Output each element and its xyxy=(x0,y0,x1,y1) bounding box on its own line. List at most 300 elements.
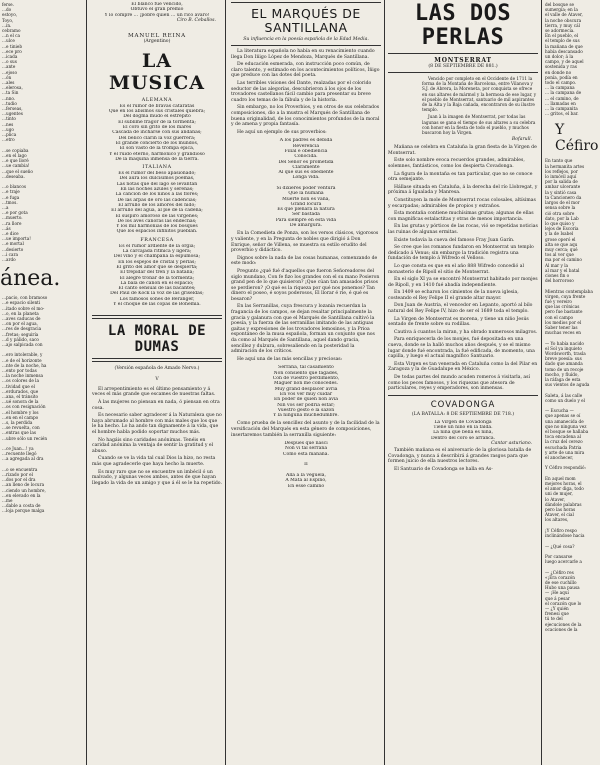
verse-line: La niña que bella es niña, xyxy=(433,430,493,436)
text-fragment: ...e de el horizonte xyxy=(2,357,42,363)
text-fragment: ...ugentes xyxy=(2,111,23,117)
verse-line: En las noches azules y serenas; xyxy=(120,187,194,193)
text-fragment: Saber tener las xyxy=(545,324,578,330)
text-fragment: ...tinto xyxy=(2,116,16,122)
covadonga-body xyxy=(388,448,538,472)
text-fragment: la y sintió casa xyxy=(545,189,577,195)
text-fragment: Ataver, el cial xyxy=(545,512,574,518)
text-fragment: mocho, y fluído, xyxy=(545,371,579,377)
left-heading: ánea. xyxy=(0,266,61,292)
section-rule xyxy=(388,72,538,73)
verse-line: Y el ruido eterno, harmónico y grandioso xyxy=(109,151,205,157)
verse-line: Á los padres es debida xyxy=(279,138,333,144)
verse-line: En esse camino xyxy=(287,483,325,489)
text-fragment: tos al ver que xyxy=(545,252,574,258)
text-fragment: ...se revuelta, con xyxy=(2,425,40,431)
paragraph: Juan à la imagen de Montserrat, por todas las lagunas se gana el tiempo de sus altares a su celebra con honor en la fiesta de todo el pueblo, y muchos buscaron hoy la Virgen. xyxy=(422,114,536,136)
text-fragment: en donde no xyxy=(545,69,572,75)
verse-line: El canto sensual de las bacantes; xyxy=(118,286,196,292)
paragraph: Se cree que los romanos fundaron en Montserrat un templo dedicado á Venus; sin embargo la tradición registra una fundación de templo á Wifredo el Velloso. xyxy=(388,245,534,262)
paragraph: En la Comedieta de Ponza, son los versos clásicos, vigorosos y valiente, y en la Pregunta de nobles que dirigió á Don Enrique, señor de Villena, se muestra su estilo erudito del proverbio y didáctico. xyxy=(231,231,379,254)
text-fragment: ...nno. xyxy=(2,95,16,101)
title-rule xyxy=(388,53,538,54)
article-title-moral: LA MORAL DE DUMAS xyxy=(107,323,207,356)
text-fragment: ciones fin o xyxy=(545,272,570,278)
text-fragment: ...ferseas, xyxy=(2,106,23,112)
text-fragment: ...aves caducas de xyxy=(2,315,41,321)
text-fragment: ...pacio, con bramoso xyxy=(2,295,48,301)
poem-section-verses xyxy=(92,244,222,308)
text-fragment: el bosque se hallaba xyxy=(545,429,589,435)
text-fragment: Y Céfiro respondió: xyxy=(545,465,586,471)
paragraph: También mañana es el aniversario de la gloriosa batalla de Covadonga, y nunca á describirá á grandes rasgos para que formen juicio de ella nuestros lectores. xyxy=(388,447,532,465)
section-rule xyxy=(388,395,538,396)
verse-line: De amargura. xyxy=(289,223,323,229)
paragraph: En 1409 se echaron los cimientos de la nueva iglesia, costeando el Rey Felipe II el grande altar mayor. xyxy=(388,290,519,301)
text-fragment: la ráfaga de esta xyxy=(545,377,581,382)
verse-line: El alegre tronar de la tormenta; xyxy=(119,275,195,281)
paragraph: La literatura española no había en su renacimiento cuando llega Don Iñigo López de Mendoza, Marqués de Santillana. xyxy=(231,49,375,60)
paragraph: Mañana se celebra en Cataluña la gran fiesta de la Virgen de Montserrat. xyxy=(388,145,537,156)
text-fragment: ...ece pro xyxy=(2,48,22,54)
article-title-santillana: EL MARQUÉS DE SANTILLANA xyxy=(251,6,361,35)
text-fragment: ...e mortal xyxy=(2,241,24,247)
text-fragment: — ¿Y quién xyxy=(545,605,569,611)
covadonga-date: (LA BATALLA: 8 DE SEPTIEMBRE DE 718.) xyxy=(411,411,515,417)
verse-line: En vos ver muy cuidar xyxy=(279,391,333,397)
column-rule-3 xyxy=(384,0,385,765)
text-fragment: el valle de Ataver, xyxy=(545,12,583,18)
text-fragment: como un duelo y el xyxy=(545,397,585,403)
text-fragment: En tanto que xyxy=(545,158,573,164)
column-left-fragment xyxy=(0,0,84,765)
verse-line: Y los mil harmonías de los bosques xyxy=(116,224,198,230)
text-fragment: ... la campana xyxy=(545,85,575,91)
verse-line: El blanco fue vencido, xyxy=(131,2,183,7)
text-fragment: mejores horas, el xyxy=(545,481,582,487)
text-fragment: se adormecía. xyxy=(545,28,575,34)
text-fragment: ...erdurados, que xyxy=(2,388,39,394)
verse-line: Al que sus es obediente xyxy=(278,170,334,176)
verse-line: Obtuvo el gran premio xyxy=(130,7,184,13)
text-fragment: ...o blancos xyxy=(2,184,27,190)
verse-line: En poder de quien non avía xyxy=(273,397,339,403)
text-fragment: inclinándose hacia xyxy=(545,533,585,539)
text-fragment: que apenas se oí xyxy=(545,413,581,419)
verse-line: El suspiro amoroso de las vírgenes; xyxy=(115,213,199,219)
text-fragment: largos de el mor xyxy=(545,200,580,206)
text-fragment: Al mar y la xyxy=(545,262,569,268)
text-fragment: ...en el lago xyxy=(2,152,27,158)
text-fragment: — ¡He aquí xyxy=(545,590,569,596)
right-body-fragments xyxy=(545,158,600,631)
text-fragment: muchas veces en xyxy=(545,330,582,336)
text-fragment: En aquel mom xyxy=(545,475,576,481)
verse-line: Maguer non me conocedes. xyxy=(273,381,339,387)
verse-line: La canción de los niños a las flores; xyxy=(115,192,199,198)
text-fragment: ...ciendo un hombre, xyxy=(2,487,46,493)
text-fragment: ¡Y Céfiro respo xyxy=(545,527,577,533)
text-fragment: ...ales xyxy=(2,80,15,86)
text-fragment: ...e dice xyxy=(2,230,19,236)
musica-sections xyxy=(92,98,222,307)
verse-line: Del Paul de Kock la voz de las griseldas; xyxy=(110,291,204,297)
text-fragment: ...ardo xyxy=(2,256,16,262)
text-fragment: alta se que aqu xyxy=(545,241,578,247)
text-fragment: ...ulce xyxy=(2,38,15,44)
verse-line: De la máquina inmensa de la tierra. xyxy=(115,156,199,162)
text-fragment: ...ejoso xyxy=(2,69,17,75)
text-fragment: los altares, xyxy=(545,517,569,523)
verse-line: La bala de cañón en el espacio; xyxy=(120,280,194,286)
verse-line: II xyxy=(304,462,308,468)
verse-line: La Virgen de Covadonga xyxy=(434,419,492,425)
text-fragment: pero fue bastante xyxy=(545,309,583,315)
text-fragment: Toyo, xyxy=(2,17,14,23)
text-fragment: ferse. xyxy=(2,2,14,7)
verse-line: Con de vuestro perdimiento, xyxy=(272,376,340,382)
paragraph: La Virgen de Montserrat es morena, y tiene un niño Jesús sentado de frente sobre su rodillas. xyxy=(388,316,529,328)
text-fragment: ... la campanita xyxy=(545,106,578,112)
text-fragment: ...ra llore xyxy=(2,220,22,226)
text-fragment: ...ce Juan...! ya xyxy=(2,446,34,452)
text-fragment: ...os colores de la xyxy=(2,378,40,384)
text-fragment: ponía, podía en xyxy=(545,74,578,80)
article-title-musica: LA MUSICA xyxy=(108,49,206,94)
text-fragment: ta Cancionero da xyxy=(545,194,582,200)
text-fragment: ...res de desgracia xyxy=(2,326,42,332)
text-fragment: muy cerca; qué xyxy=(545,246,578,252)
text-fragment: lo que quiso y xyxy=(545,220,575,226)
text-fragment: ...itado sobre el mo- xyxy=(2,305,45,311)
text-fragment: la cruz del cerezo xyxy=(545,439,583,445)
verse-line: Que en los abismos sus cristales quiebra; xyxy=(108,109,206,115)
poem-section-label: FRANCESA xyxy=(140,237,174,243)
verse-line: El grande concierto de los mundos, xyxy=(115,140,199,146)
verse-line: El arrullo de los amores del nido; xyxy=(118,202,196,208)
text-fragment: sus vientos de aguda xyxy=(545,382,590,388)
poem-section-verses xyxy=(92,171,222,235)
text-fragment: ...e por gota xyxy=(2,210,28,216)
text-fragment: con el campo xyxy=(545,314,574,320)
text-fragment: ...ón xyxy=(2,74,12,80)
text-fragment: ...elerosa, xyxy=(2,85,23,91)
text-fragment: escuchada Patria xyxy=(545,444,582,450)
text-fragment: tú te del xyxy=(545,616,563,622)
verse-line: Del bélico clarín la voz guerrera; xyxy=(118,135,196,141)
text-fragment: ...o, en la planeta xyxy=(2,310,39,316)
text-fragment: ...o se encuentra xyxy=(2,466,38,472)
paragraph: Don Juan de Austria, el vencedor en Lepanto, aportó al bilo natural del Rey Felipe IV, hizo de ser el 1689 toda el templo. xyxy=(388,303,533,315)
title-rule xyxy=(231,45,381,46)
montserrat-body xyxy=(388,145,538,392)
paragraph: No hagáis sino caridades anónimas. Tenéis en caridad anónima la ventaja de sentir la gratitud y el abuso. xyxy=(92,437,214,454)
verse-line: Del vino y el champaña la espumosa; xyxy=(113,254,201,260)
verse-line: El sublime fragor de la tormenta; xyxy=(118,119,196,125)
verse-line: La carcajada rítmica y ligera; xyxy=(122,249,192,255)
verse-line: Serrana, tal casamiento xyxy=(278,365,334,371)
verse-line: Que los espacios infinitos pueblan. xyxy=(116,229,198,235)
section-divider xyxy=(92,358,222,362)
text-fragment: dato, por la Lab xyxy=(545,215,579,221)
text-fragment: ...e espacio silenti xyxy=(2,300,41,306)
text-fragment: ...ué sonora de la xyxy=(2,399,39,405)
section-divider xyxy=(92,315,222,319)
santillana-closing-verses xyxy=(231,441,381,489)
text-fragment: ...e que lloré xyxy=(2,158,29,164)
text-fragment: ...nes xyxy=(2,121,14,127)
text-fragment: el corazón que lo xyxy=(545,600,582,606)
verse-line: Cascada de incharse con sus andanas; xyxy=(112,130,202,136)
paragraph: Las terribles visiones del Dante, realzadas por el colorido seductor de las alegorías, descubrieron á los ojos de los trovadores castellanos fácil cambio para presentar su breve cuadro los temas de la fábula y de la historia. xyxy=(231,80,372,103)
text-fragment: toca encadena al xyxy=(545,434,581,440)
paragraph: Pregunto ¿qué fué d'aquellos que fueron Señoreadores del siglo mundano, Con fe fizo los grandes con el su mano Posieron grand pen de lo que quisieron? ¡Que cúan tan amasados prisos se perdieron? ¡O qué es la riqueza por qué nos ponemos? Tan dinero el poseo, é soyos poderosos, El llorar é ríe, é qué es besaron? xyxy=(231,268,380,302)
text-fragment: la mañana de que xyxy=(545,43,583,49)
text-fragment: ... la campana de xyxy=(545,90,582,96)
montserrat-epigraph xyxy=(422,76,538,135)
poem-section-label: ITALIANA xyxy=(142,165,172,171)
text-fragment: la hermanita artes xyxy=(545,163,585,169)
text-fragment: ...que el sueño xyxy=(2,168,33,174)
text-fragment: ...en en el campo xyxy=(2,414,39,420)
text-fragment: Wordsworth, trasla xyxy=(545,350,586,356)
text-fragment: — Escucha — xyxy=(545,408,574,414)
verse-line: De los aves canoras las endechas; xyxy=(117,218,197,224)
text-fragment: — ¿Céfiro res xyxy=(545,569,574,575)
text-fragment: ...s, la perdida xyxy=(2,420,33,426)
text-fragment: ...plica xyxy=(2,132,17,138)
verse-line: Non consiento que fagades, xyxy=(273,370,339,376)
text-fragment: breve poesía: sus xyxy=(545,356,582,362)
text-fragment: tomo de un recoje xyxy=(545,366,584,372)
paragraph: Constituyen la mole de Montserrat rocas colosales, altísimas y escarpadas; admirables de propios y extraños. xyxy=(388,197,536,209)
paragraph: Sin embargo, no los Proverbios, y en otros de sus celebrados composiciones, dio a la mustra el Marqués de Santillana de buena originalidad, de los conocimientos profundos de la moral y de amena y propia fantasía. xyxy=(231,105,380,128)
text-fragment: ambar ulcerante xyxy=(545,184,581,190)
text-fragment: Mientras contemplaba xyxy=(545,288,593,294)
text-fragment: ...el hombre y los xyxy=(2,409,39,415)
paragraph: Lo que consta es que en el año 888 Wifredo concedió al monasterio de Ripoll el sitio de Montserrat. xyxy=(388,263,524,275)
text-fragment: ...ana, el tránsito xyxy=(2,394,39,400)
text-fragment: estoyo, xyxy=(2,12,18,18)
verse-line: El son vasto de la trompa épica, xyxy=(119,146,195,152)
verse-line: Del dogma mudo el estrépito xyxy=(123,114,191,120)
poem-section-label: ALEMANA xyxy=(141,97,173,103)
text-fragment: dándole palabras xyxy=(545,501,582,507)
verse-line: Es que plenara la natura xyxy=(277,207,335,213)
verse-line: El arrullo del agua, al pie de la cadena; xyxy=(111,208,203,214)
title-rule xyxy=(231,2,381,3)
text-fragment: ...fretas; seguiría xyxy=(2,331,39,337)
text-fragment: todo el campo. xyxy=(545,80,577,86)
santillana-intro xyxy=(231,49,381,135)
text-fragment: y arte de una mira xyxy=(545,449,585,455)
text-fragment: ...do xyxy=(2,7,12,13)
text-fragment: sensa sobre la xyxy=(545,205,576,211)
text-fragment: En el pueblo, el xyxy=(545,33,579,39)
text-fragment: ...etro xyxy=(2,137,15,143)
text-fragment: ejecuciones de la xyxy=(545,621,582,627)
text-fragment: ma por el camino xyxy=(545,257,582,263)
verse-line: Longa vida. xyxy=(292,175,320,181)
verse-line: Es el rumor de bravas cataratas xyxy=(119,103,195,109)
text-fragment: y la de Isabel xyxy=(545,231,574,237)
text-fragment: ...os con resignación xyxy=(2,404,46,410)
verse-line: Allá á la vegüela, xyxy=(286,472,326,478)
text-fragment: frenesí que xyxy=(545,611,569,617)
text-fragment: ...loja porque malga xyxy=(2,508,45,514)
column-rule-4 xyxy=(541,0,542,765)
verse-line: Vuestro gesto é la sazón xyxy=(277,407,335,413)
text-fragment: sumergía; en la xyxy=(545,7,578,13)
paragraph: He aquí un ejemplo de sus proverbios: xyxy=(237,129,327,135)
text-fragment: el Sol ya inquieto xyxy=(545,345,582,351)
paragraph: El Santuario de Covadonga se halla en As- xyxy=(394,466,493,472)
text-fragment: campo, y de aquel xyxy=(545,59,584,65)
text-fragment: los medios por el xyxy=(545,319,582,325)
text-fragment: ... el camino, de xyxy=(545,95,579,101)
verse-line: Y lo compré ... ¡pobre quien ... un rico avaro! xyxy=(104,12,210,18)
text-fragment: del horroroso xyxy=(545,278,574,284)
poem-section-verses xyxy=(92,104,222,162)
verse-line: Que la humana xyxy=(288,191,324,197)
text-fragment: tierra, y muy cál xyxy=(545,22,580,28)
text-fragment: había descansado xyxy=(545,48,583,54)
verse-line: Como esta mañana. xyxy=(283,451,329,457)
paragraph: En las grutas y pórticos de las rocas, vió se repetidas noticias las ruinas de algunas ermitas. xyxy=(388,224,538,235)
text-fragment: el anochecer, xyxy=(545,455,574,461)
text-fragment: ...ante xyxy=(2,64,16,70)
top-poem-signature: Ciro B. Ceballos. xyxy=(176,17,216,23)
verse-line: El trepidar del tren y la batalla; xyxy=(120,270,194,276)
text-fragment: ... llamadas en xyxy=(545,100,576,106)
text-fragment: que las crónicas xyxy=(545,304,580,310)
santillana-proverbs xyxy=(231,138,381,228)
text-fragment: ...desierto xyxy=(2,246,24,252)
text-fragment: ...i cara xyxy=(2,251,19,257)
paragraph: Vencido por completo en el Occidente de 1711 la forma de la Montaña de Barcelona, entre Vilanova y S.J. de Abrera, la Moreneta, por conquista se ofrece en sus altares de mármol y la hermosa de ese lugar, y el pueblo de Montserrat, santuario de mil aspirantes de la Alta y la Baja cañada, encontraron de su ilustre templo. xyxy=(422,76,537,113)
text-fragment: ...dable a costa de xyxy=(2,503,41,509)
verse-line: Las notas que del lago se levantan xyxy=(116,181,198,187)
text-fragment: ...nte de la noche, ha xyxy=(2,362,47,368)
verse-line: Si dixieres poder ventura xyxy=(276,185,336,191)
text-fragment: ...ue cambia! xyxy=(2,163,30,169)
text-fragment: ...on por el agua, xyxy=(2,321,38,327)
paragraph: Este solo nombre evoca recuerdos grandes, admirables, solemnes, fantásticos, como los despierta Covadonga. xyxy=(388,158,525,170)
paragraph: He aquí una de las más sencillas y preciosas: xyxy=(237,356,343,362)
paragraph: El arrepentimiento es el último pensamiento y á veces el más grande que escames de nuestras faltas. xyxy=(92,386,216,398)
text-fragment: ció otra sobre xyxy=(545,210,575,216)
covadonga-verses xyxy=(388,420,538,441)
paragraph: Cuando se ve la vida tal cual Dios la hizo, no resta más que agradecerle que haya hecho la muerte. xyxy=(92,456,216,467)
text-fragment: sostenida y ras xyxy=(545,64,577,70)
verse-line: Dentro del coro se arranca. xyxy=(430,435,496,441)
text-fragment: ...e fuga xyxy=(2,194,20,200)
text-fragment: ...muerto. xyxy=(2,215,23,221)
montserrat-date: (8 DE SEPTIEMBRE DE 881.) xyxy=(428,64,498,69)
text-fragment: ...ue importa! xyxy=(2,236,31,242)
text-fragment: Saleta, á las calle xyxy=(545,392,583,398)
paragraph: En el siglo XI ya se encontró Montserrat habitado por monjes de Ripoll, y en 1410 fué abadía independiente. xyxy=(388,277,538,288)
text-fragment: una amanecida de xyxy=(545,418,584,424)
text-fragment: grose operó el xyxy=(545,236,576,242)
text-fragment: ...e traje xyxy=(2,189,20,195)
article-subtitle-santillana: Su influencia en la poesía española de la Edad Media. xyxy=(243,37,369,42)
paragraph: Como prueba de la sencillez del asunto y de la facilidad de la versificación del Marqués en esta género de composiciones, insertaremos también la serranilla siguiente: xyxy=(231,421,380,438)
text-fragment: dado que amanda xyxy=(545,361,583,367)
verse-line: Los famosos sones de Beranger, xyxy=(119,296,195,302)
verse-line: Del Señor es prometida xyxy=(278,159,334,165)
epigraph-signature: Bofarull. xyxy=(511,137,532,143)
text-fragment: ...an lleno de locura xyxy=(2,482,45,488)
verse-line: El grito del amor que se despierta; xyxy=(116,264,198,270)
santillana-body xyxy=(231,231,381,362)
text-fragment: lo Ataver, xyxy=(545,496,566,502)
verse-line: Y el choque de las copas de Bohemia. xyxy=(113,301,201,307)
text-fragment: ...ajo salpicada con xyxy=(2,341,43,347)
paragraph: Esta Virgen es tan venerada en Cataluña como la del Pilar en Zaragoza y la de Guadalupe en México. xyxy=(388,361,538,373)
verse-line: El coro sin grito de los mares xyxy=(122,125,192,131)
paragraph: Existe todavía la cueva del famoso Fray Juan Garín. xyxy=(394,237,515,243)
verse-line: Y la ninguna muchedumbre. xyxy=(273,413,339,419)
text-fragment: ...recuente llegó xyxy=(2,451,37,457)
text-fragment: por la salida de xyxy=(545,179,578,185)
text-fragment: ...o sus xyxy=(2,59,17,65)
text-fragment: lejos de Escoria xyxy=(545,226,579,232)
text-fragment: ...rizado por el xyxy=(2,472,33,478)
text-fragment: del bosque se xyxy=(545,2,574,7)
moral-roman-numeral: V xyxy=(155,377,159,383)
text-fragment: el templo de sus xyxy=(545,38,580,44)
text-fragment: uni de mujer, xyxy=(545,491,573,497)
right-heading: Y Céfiro xyxy=(555,122,599,155)
left-body-fragments xyxy=(0,295,84,514)
verse-line: Tiene un niño en la falda. xyxy=(433,425,493,431)
verse-line: Ser bastada xyxy=(292,212,320,218)
column-santillana xyxy=(231,0,381,765)
text-fragment: ...entras que las xyxy=(2,430,37,436)
text-fragment: ...ás xyxy=(2,225,11,231)
text-fragment: ...se copiaba xyxy=(2,147,29,153)
paragraph: Hállase situada en Cataluña, á la derecha del río Llobregat, y próxima á Igualada y Manresa. xyxy=(388,184,538,196)
verse-line: Es el rumor ardiente de la orgía; xyxy=(118,243,196,249)
verse-line: Non vi tal serrana xyxy=(284,446,328,452)
verse-line: Es el rumor del beso apasionado; xyxy=(118,171,196,177)
text-fragment: ...tudio xyxy=(2,100,17,106)
covadonga-signature: Cantar asturiano. xyxy=(491,440,532,446)
column-right-fragment xyxy=(545,0,600,765)
text-fragment: al mar y el batal xyxy=(545,267,580,273)
text-fragment: ...in. xyxy=(2,22,12,28)
text-fragment: Por cansarse xyxy=(545,553,573,559)
verse-line: Del aura los dulcísimos poemas, xyxy=(119,176,195,182)
text-fragment: lo inmóvil aquí xyxy=(545,174,577,180)
text-fragment: la noche obscura xyxy=(545,17,582,23)
text-fragment: — ¿Qué cosa? xyxy=(545,543,575,549)
text-fragment: el amor diga, todo xyxy=(545,486,584,492)
paragraph: Cautiva á cuantos la miran, y ha obrado numerosos milagros. xyxy=(394,329,538,335)
text-fragment: ...e tinieb xyxy=(2,43,23,49)
verse-line: Conocida. xyxy=(294,154,318,160)
verse-line: Después que nascí xyxy=(284,441,328,447)
paragraph: Para enriquecerla de los monjes, fué depositada en una cueva, donde se la halló muchos años después, y se el mismo lugar donde fué encontrada, la fué edificada, de momento, una capilla, y luego el actual magnífico Santuario. xyxy=(388,337,535,360)
text-fragment: «¡Era corazón xyxy=(545,574,575,580)
text-fragment: ...dos por el dra xyxy=(2,477,36,483)
text-fragment: ...tmos. xyxy=(2,199,18,205)
text-fragment: que á pesar xyxy=(545,595,570,601)
text-fragment: ... gritos, el bar. xyxy=(545,111,579,117)
text-fragment: ocaciones de la xyxy=(545,626,578,632)
verse-line: Muy grand desplacer avría xyxy=(274,386,338,392)
